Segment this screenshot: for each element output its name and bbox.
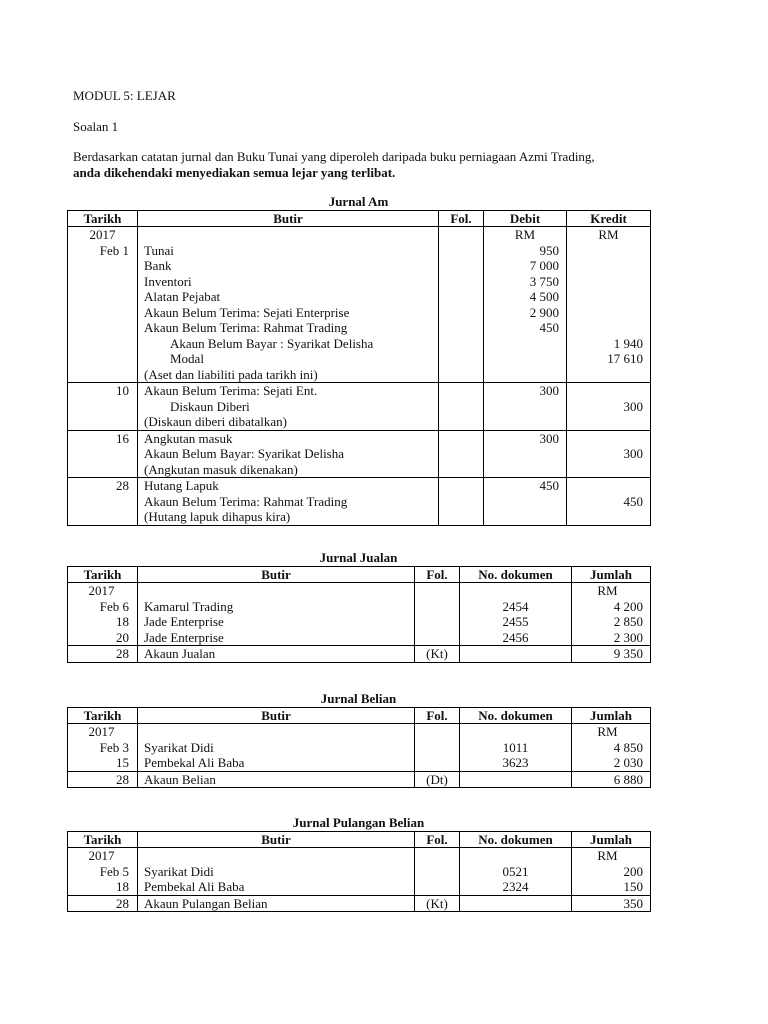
doc-text: 1011 [502, 739, 529, 755]
currency-text: RM [597, 848, 618, 863]
col-tarikh: Tarikh [68, 832, 138, 848]
fol-text [415, 755, 459, 771]
doc-text [460, 583, 571, 599]
fol-cell [415, 724, 460, 772]
kredit-value: 450 [623, 493, 643, 509]
fol-text [415, 630, 459, 646]
date-cell: 16 [68, 430, 138, 478]
doc-text [460, 724, 571, 740]
jurnal-belian-table [67, 707, 651, 788]
currency-cell: RM [567, 227, 651, 243]
butir-text: Akaun Belum Bayar : Syarikat Delisha [170, 335, 374, 351]
kredit-value [567, 509, 643, 525]
date-text: Feb 5 [99, 863, 129, 879]
kredit-cell [567, 430, 651, 478]
date-text: 15 [116, 755, 129, 770]
fol-text [415, 848, 459, 864]
butir-text: Alatan Pejabat [144, 289, 221, 304]
kredit-value [567, 320, 643, 336]
fol-text [415, 724, 459, 740]
kredit-cell [567, 478, 651, 526]
butir-text: Jade Enterprise [144, 614, 224, 629]
butir-cell [138, 583, 415, 646]
date-cell: 28 [68, 478, 138, 526]
total-row [68, 895, 651, 912]
date-text: Feb 6 [99, 598, 129, 614]
jurnal-belian-caption: Jurnal Belian [320, 691, 397, 706]
kredit-value: 300 [623, 446, 643, 461]
fol-cell: (Kt) [415, 646, 460, 663]
table-row [68, 848, 651, 896]
jurnal-am-table [67, 210, 651, 526]
kredit-value: 17 610 [607, 351, 643, 366]
kredit-cell [567, 243, 651, 383]
doc-text: 0521 [502, 863, 529, 879]
doc-text: 2456 [502, 629, 529, 645]
butir-cell [138, 724, 415, 772]
debit-value: 3 750 [529, 273, 559, 289]
col-no-dokumen: No. dokumen [460, 567, 572, 583]
doc-text: 2454 [502, 598, 529, 614]
year-text: 2017 [88, 583, 115, 598]
fol-text [439, 509, 483, 525]
debit-value: 450 [539, 320, 559, 335]
col-jumlah: Jumlah [572, 567, 651, 583]
table-row [68, 227, 651, 243]
fol-text [439, 462, 483, 478]
butir-text [144, 583, 414, 599]
amount-text: 2 850 [613, 614, 643, 629]
butir-text: Akaun Belum Terima: Rahmat Trading [144, 320, 348, 335]
butir-text: Modal [170, 351, 204, 366]
kredit-value [567, 478, 643, 494]
year-text: 2017 [88, 724, 115, 739]
fol-text [439, 289, 483, 305]
amount-cell [572, 583, 651, 646]
doc-cell [460, 771, 572, 788]
debit-value [484, 367, 559, 383]
butir-text: Syarikat Didi [144, 739, 214, 755]
fol-text [439, 446, 483, 462]
butir-text: (Aset dan liabiliti pada tarikh ini) [144, 366, 318, 382]
doc-cell [460, 583, 572, 646]
kredit-value [567, 305, 643, 321]
kredit-value: 300 [623, 398, 643, 414]
debit-cell [484, 430, 567, 478]
fol-text [439, 351, 483, 367]
doc-text: 2455 [502, 614, 529, 629]
date-cell: 10 [68, 383, 138, 431]
debit-cell [484, 383, 567, 431]
fol-cell [415, 848, 460, 896]
debit-cell [484, 478, 567, 526]
debit-value [484, 351, 559, 367]
table-row [68, 383, 651, 431]
fol-text [439, 305, 483, 321]
table-row [68, 478, 651, 526]
col-tarikh: Tarikh [68, 567, 138, 583]
year-cell: 2017 [68, 227, 138, 243]
col-fol: Fol. [439, 211, 484, 227]
amount-cell: 350 [572, 895, 651, 912]
kredit-value: 1 940 [613, 335, 643, 351]
butir-text: Tunai [144, 242, 174, 258]
header-row [68, 832, 651, 848]
butir-cell: Akaun Pulangan Belian [138, 895, 415, 912]
fol-text [415, 740, 459, 756]
butir-text: (Angkutan masuk dikenakan) [144, 461, 298, 477]
fol-text [439, 320, 483, 336]
debit-value [484, 399, 559, 415]
butir-text: Angkutan masuk [144, 430, 233, 446]
date-text: 18 [116, 614, 129, 629]
fol-cell [439, 478, 484, 526]
fol-text [439, 383, 483, 399]
debit-value: 7 000 [529, 258, 559, 273]
fol-cell [439, 243, 484, 383]
amount-cell: 9 350 [572, 646, 651, 663]
col-fol: Fol. [415, 832, 460, 848]
header-row [68, 708, 651, 724]
butir-text: Akaun Belum Terima: Sejati Ent. [144, 383, 318, 398]
jurnal-pulangan-belian-caption: Jurnal Pulangan Belian [292, 815, 425, 830]
question-label: Soalan 1 [73, 119, 119, 134]
amount-text: 2 300 [613, 629, 643, 645]
fol-cell [415, 583, 460, 646]
butir-cell: Akaun Belian [138, 771, 415, 788]
col-butir: Butir [138, 567, 415, 583]
kredit-value [567, 258, 643, 274]
col-butir: Butir [138, 708, 415, 724]
col-tarikh: Tarikh [68, 708, 138, 724]
debit-value [484, 414, 559, 430]
header-row [68, 567, 651, 583]
fol-text [439, 431, 483, 447]
table-row [68, 243, 651, 383]
fol-cell: (Kt) [415, 895, 460, 912]
fol-cell [439, 383, 484, 431]
date-cell [68, 583, 138, 646]
date-cell: Feb 1 [68, 243, 138, 383]
instruction-bold-text: anda dikehendaki menyediakan semua lejar yang terlibat. [73, 165, 396, 180]
kredit-value [567, 289, 643, 305]
table-row [68, 430, 651, 478]
amount-text: 4 850 [613, 739, 643, 755]
kredit-value [567, 414, 643, 430]
butir-cell [138, 383, 439, 431]
butir-text: Bank [144, 258, 172, 273]
amount-cell [572, 848, 651, 896]
fol-cell [439, 430, 484, 478]
fol-text [439, 274, 483, 290]
currency-text: RM [597, 724, 618, 739]
butir-cell: Akaun Jualan [138, 646, 415, 663]
kredit-cell [567, 383, 651, 431]
col-jumlah: Jumlah [572, 708, 651, 724]
currency-cell: RM [484, 227, 567, 243]
debit-value: 4 500 [529, 289, 559, 304]
fol-text [415, 614, 459, 630]
fol-text [439, 243, 483, 259]
butir-text [144, 848, 414, 864]
amount-text: 150 [623, 879, 643, 894]
col-debit: Debit [484, 211, 567, 227]
total-row [68, 771, 651, 788]
jurnal-am-header-row [68, 211, 651, 227]
col-fol: Fol. [415, 708, 460, 724]
debit-value [484, 494, 559, 510]
butir-text: Akaun Belum Bayar: Syarikat Delisha [144, 446, 345, 461]
debit-value: 950 [539, 242, 559, 258]
debit-value: 300 [539, 383, 559, 398]
jurnal-pulangan-belian-table [67, 831, 651, 912]
fol-text [439, 494, 483, 510]
doc-cell [460, 724, 572, 772]
debit-value [484, 462, 559, 478]
debit-cell [484, 243, 567, 383]
currency-text: RM [597, 583, 618, 598]
kredit-value [567, 274, 643, 290]
date-cell: 28 [68, 895, 138, 912]
fol-text [439, 336, 483, 352]
debit-value: 450 [539, 478, 559, 493]
butir-text: Syarikat Didi [144, 863, 214, 879]
debit-value [484, 509, 559, 525]
date-cell: 28 [68, 771, 138, 788]
debit-value: 2 900 [529, 304, 559, 320]
module-title: MODUL 5: LEJAR [73, 88, 176, 103]
doc-text: 3623 [502, 755, 529, 770]
fol-cell: (Dt) [415, 771, 460, 788]
debit-value [484, 446, 559, 462]
total-row [68, 646, 651, 663]
date-cell: 28 [68, 646, 138, 663]
table-row [68, 724, 651, 772]
fol-text [439, 478, 483, 494]
col-butir: Butir [138, 832, 415, 848]
table-row [68, 583, 651, 646]
col-fol: Fol. [415, 567, 460, 583]
butir-text: Diskaun Diberi [170, 398, 250, 414]
date-text: 20 [116, 629, 129, 645]
amount-text: 2 030 [613, 755, 643, 770]
fol-text [439, 414, 483, 430]
date-text: 18 [116, 879, 129, 894]
kredit-value [567, 431, 643, 447]
kredit-value [567, 243, 643, 259]
kredit-value [567, 367, 643, 383]
debit-value [484, 336, 559, 352]
fol-text [415, 599, 459, 615]
doc-text: 2324 [502, 879, 529, 894]
butir-text: Hutang Lapuk [144, 478, 219, 493]
butir-text: Kamarul Trading [144, 598, 234, 614]
kredit-value [567, 462, 643, 478]
col-tarikh: Tarikh [68, 211, 138, 227]
year-text: 2017 [88, 848, 115, 863]
butir-text: Pembekal Ali Baba [144, 755, 245, 770]
butir-cell [138, 848, 415, 896]
butir-text: (Hutang lapuk dihapus kira) [144, 509, 291, 524]
butir-text: Jade Enterprise [144, 629, 224, 645]
butir-text: Akaun Belum Terima: Rahmat Trading [144, 493, 348, 509]
amount-text: 4 200 [613, 598, 643, 614]
jurnal-jualan-caption: Jurnal Jualan [319, 550, 398, 565]
date-cell [68, 724, 138, 772]
fol-text [439, 367, 483, 383]
col-kredit: Kredit [567, 211, 651, 227]
amount-cell: 6 880 [572, 771, 651, 788]
col-no-dokumen: No. dokumen [460, 708, 572, 724]
date-cell [68, 848, 138, 896]
doc-cell [460, 848, 572, 896]
butir-cell [138, 478, 439, 526]
butir-text: Pembekal Ali Baba [144, 879, 245, 894]
fol-text [439, 258, 483, 274]
debit-value: 300 [539, 430, 559, 446]
doc-text [460, 848, 571, 864]
fol-text [415, 879, 459, 895]
date-text: Feb 3 [99, 739, 129, 755]
amount-text: 200 [623, 863, 643, 879]
fol-text [415, 583, 459, 599]
amount-cell [572, 724, 651, 772]
butir-text: (Diskaun diberi dibatalkan) [144, 414, 287, 429]
butir-cell [138, 430, 439, 478]
fol-text [415, 864, 459, 880]
jurnal-am-body [68, 227, 651, 526]
instruction-text: Berdasarkan catatan jurnal dan Buku Tunai yang diperoleh daripada buku perniagaan Azmi Trading, [73, 149, 595, 164]
doc-cell [460, 646, 572, 663]
butir-text: Inventori [144, 273, 192, 289]
col-butir: Butir [138, 211, 439, 227]
jurnal-am-caption: Jurnal Am [328, 194, 389, 209]
butir-text [144, 724, 414, 740]
butir-cell [138, 243, 439, 383]
col-jumlah: Jumlah [572, 832, 651, 848]
fol-text [439, 399, 483, 415]
kredit-value [567, 383, 643, 399]
jurnal-jualan-table [67, 566, 651, 663]
col-no-dokumen: No. dokumen [460, 832, 572, 848]
butir-text: Akaun Belum Terima: Sejati Enterprise [144, 304, 350, 320]
doc-cell [460, 895, 572, 912]
